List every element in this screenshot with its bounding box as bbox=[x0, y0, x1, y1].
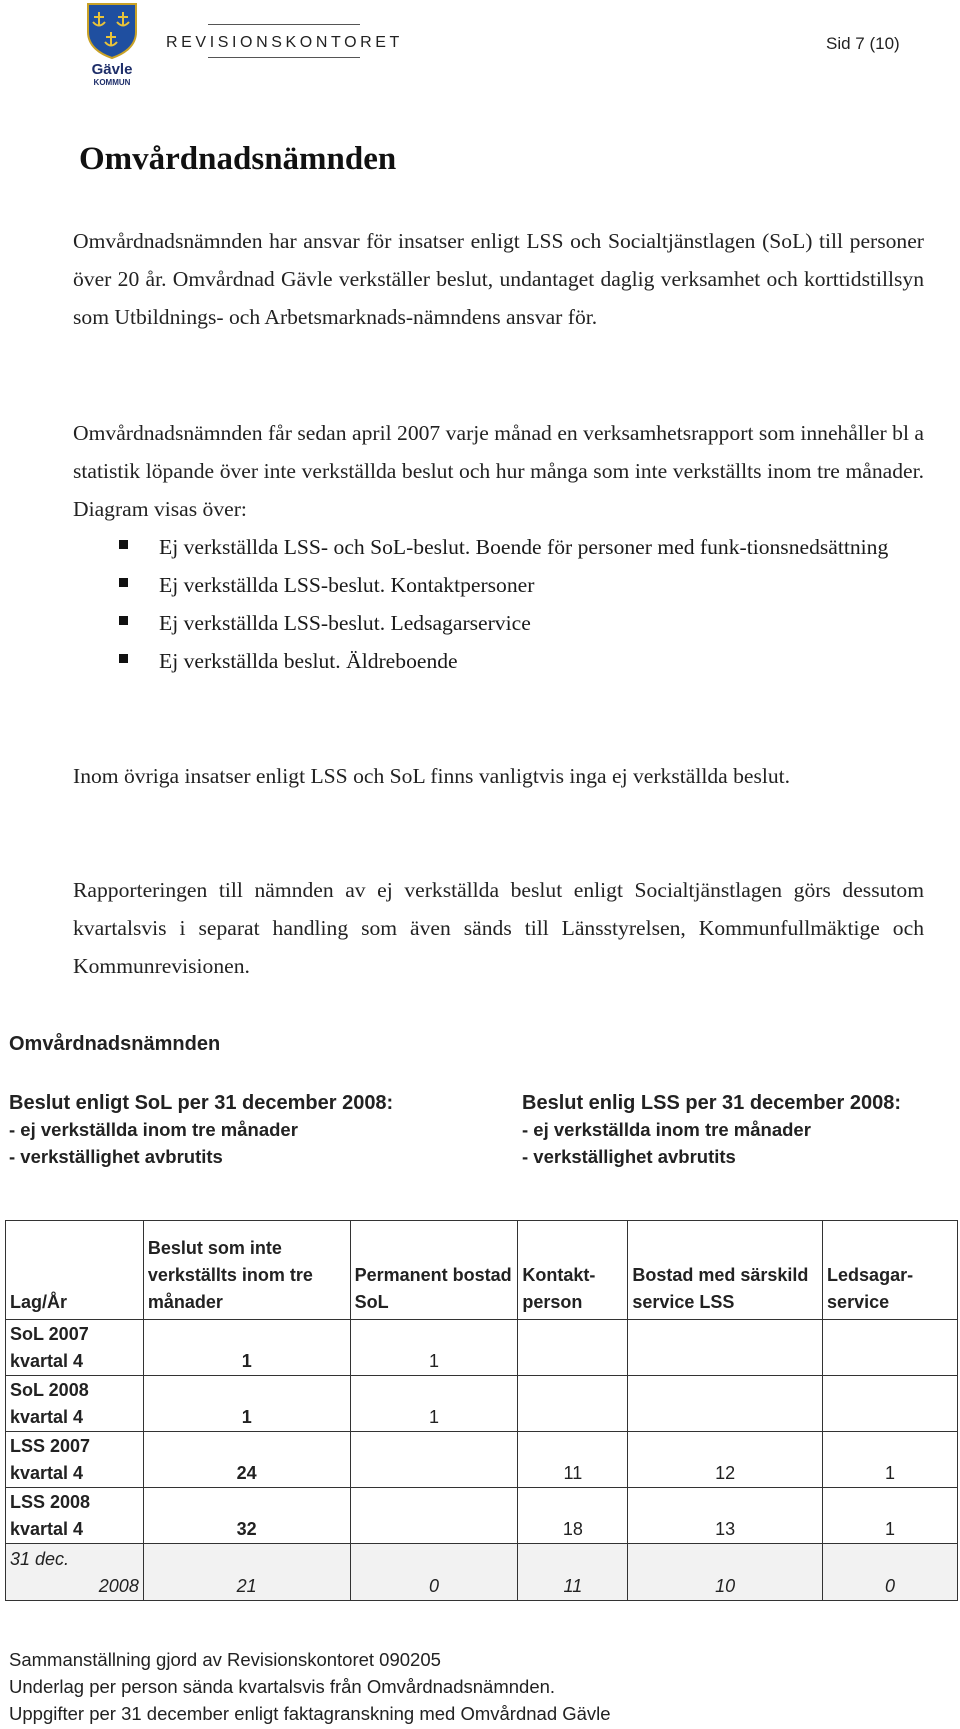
table-row bbox=[6, 1320, 958, 1376]
table-row bbox=[6, 1488, 958, 1544]
cell-permanent-housing: 0 bbox=[350, 1544, 518, 1601]
col-header-escort-service: Ledsagar-service bbox=[823, 1221, 958, 1320]
table-row bbox=[6, 1432, 958, 1488]
cell-contact-person: 11 bbox=[518, 1544, 628, 1601]
col-header-special-housing: Bostad med särskild service LSS bbox=[628, 1221, 823, 1320]
sol-summary bbox=[9, 1090, 393, 1170]
cell-special-housing: 13 bbox=[628, 1488, 823, 1544]
sol-summary-line-2: - verkställighet avbrutits bbox=[9, 1146, 223, 1167]
col-header-permanent-housing: Permanent bostad SoL bbox=[350, 1221, 518, 1320]
logo-text: Gävle bbox=[91, 61, 133, 78]
list-item: Ej verkställda LSS- och SoL-beslut. Boende för personer med funk-tionsnedsättning bbox=[73, 528, 924, 566]
cell-permanent-housing: 1 bbox=[350, 1320, 518, 1376]
table-row bbox=[6, 1376, 958, 1432]
lss-summary-title: Beslut enlig LSS per 31 december 2008: bbox=[522, 1092, 902, 1114]
list-item: Ej verkställda LSS-beslut. Kontaktpersoner bbox=[73, 566, 924, 604]
list-item: Ej verkställda beslut. Äldreboende bbox=[73, 642, 924, 680]
cell-special-housing bbox=[628, 1376, 823, 1432]
cell-escort-service: 0 bbox=[823, 1544, 958, 1601]
table-header-row bbox=[6, 1221, 958, 1320]
row-label: LSS 2007 kvartal 4 bbox=[6, 1432, 144, 1488]
cell-not-executed: 32 bbox=[143, 1488, 350, 1544]
total-row-label: 31 dec. 2008 bbox=[6, 1544, 144, 1601]
cell-permanent-housing: 1 bbox=[350, 1376, 518, 1432]
col-header-contact-person: Kontakt-person bbox=[518, 1221, 628, 1320]
row-label: SoL 2008 kvartal 4 bbox=[6, 1376, 144, 1432]
diagram-list bbox=[73, 528, 924, 680]
cell-permanent-housing bbox=[350, 1432, 518, 1488]
cell-special-housing: 10 bbox=[628, 1544, 823, 1601]
section-heading: Omvårdnadsnämnden bbox=[9, 1033, 221, 1055]
cell-contact-person: 18 bbox=[518, 1488, 628, 1544]
lss-summary-line-1: - ej verkställda inom tre månader bbox=[522, 1119, 811, 1140]
header-rule-bottom bbox=[208, 57, 360, 58]
page-title: Omvårdnadsnämnden bbox=[79, 141, 397, 177]
list-item: Ej verkställda LSS-beslut. Ledsagarservice bbox=[73, 604, 924, 642]
paragraph-4: Rapporteringen till nämnden av ej verkställda beslut enligt Socialtjänstlagen görs dessutom kvartalsvis i separat handling som även sänds till Länsstyrelsen, Kommunfullmäktige och Kommunrevisionen. bbox=[73, 878, 924, 978]
cell-special-housing: 12 bbox=[628, 1432, 823, 1488]
lss-summary bbox=[522, 1090, 901, 1170]
col-header-lag: Lag/År bbox=[6, 1221, 144, 1320]
paragraph-3: Inom övriga insatser enligt LSS och SoL finns vanligtvis inga ej verkställda beslut. bbox=[73, 764, 791, 788]
lss-summary-line-2: - verkställighet avbrutits bbox=[522, 1146, 736, 1167]
cell-not-executed: 1 bbox=[143, 1376, 350, 1432]
sol-summary-title: Beslut enligt SoL per 31 december 2008: bbox=[9, 1092, 394, 1114]
cell-permanent-housing bbox=[350, 1488, 518, 1544]
paragraph-2: Omvårdnadsnämnden får sedan april 2007 varje månad en verksamhetsrapport som innehåller bl a statistik löpande över inte verkställda beslut och hur många som inte verkställts inom tre månader. Diagram visas över: bbox=[73, 421, 924, 521]
sol-summary-line-1: - ej verkställda inom tre månader bbox=[9, 1119, 298, 1140]
cell-not-executed: 21 bbox=[143, 1544, 350, 1601]
cell-special-housing bbox=[628, 1320, 823, 1376]
paragraph-1: Omvårdnadsnämnden har ansvar för insatser enligt LSS och Socialtjänstlagen (SoL) till personer över 20 år. Omvårdnad Gävle verkställer beslut, undantaget daglig verksamhet och korttidstillsyn som Utbildnings- och Arbetsmarknads-nämndens ansvar för. bbox=[73, 229, 924, 329]
row-label: LSS 2008 kvartal 4 bbox=[6, 1488, 144, 1544]
cell-not-executed: 1 bbox=[143, 1320, 350, 1376]
col-header-not-executed: Beslut som inte verkställts inom tre månader bbox=[143, 1221, 350, 1320]
cell-escort-service bbox=[823, 1376, 958, 1432]
footer-line-2: Underlag per person sända kvartalsvis från Omvårdnadsnämnden. bbox=[9, 1676, 556, 1697]
row-label: SoL 2007 kvartal 4 bbox=[6, 1320, 144, 1376]
logo-subtext: KOMMUN bbox=[93, 78, 131, 87]
header-rule-top bbox=[208, 24, 360, 25]
footer-line-1: Sammanställning gjord av Revisionskontoret 090205 bbox=[9, 1649, 441, 1670]
cell-contact-person bbox=[518, 1376, 628, 1432]
gavle-kommun-logo bbox=[84, 2, 140, 88]
cell-escort-service: 1 bbox=[823, 1488, 958, 1544]
decisions-table bbox=[5, 1220, 958, 1601]
table-total-row bbox=[6, 1544, 958, 1601]
cell-contact-person: 11 bbox=[518, 1432, 628, 1488]
cell-not-executed: 24 bbox=[143, 1432, 350, 1488]
cell-escort-service: 1 bbox=[823, 1432, 958, 1488]
footer-line-3: Uppgifter per 31 december enligt faktagranskning med Omvårdnad Gävle bbox=[9, 1703, 611, 1724]
cell-contact-person bbox=[518, 1320, 628, 1376]
cell-escort-service bbox=[823, 1320, 958, 1376]
footer-notes bbox=[9, 1646, 611, 1727]
org-name: REVISIONSKONTORET bbox=[166, 34, 403, 51]
page-number: Sid 7 (10) bbox=[826, 34, 900, 53]
